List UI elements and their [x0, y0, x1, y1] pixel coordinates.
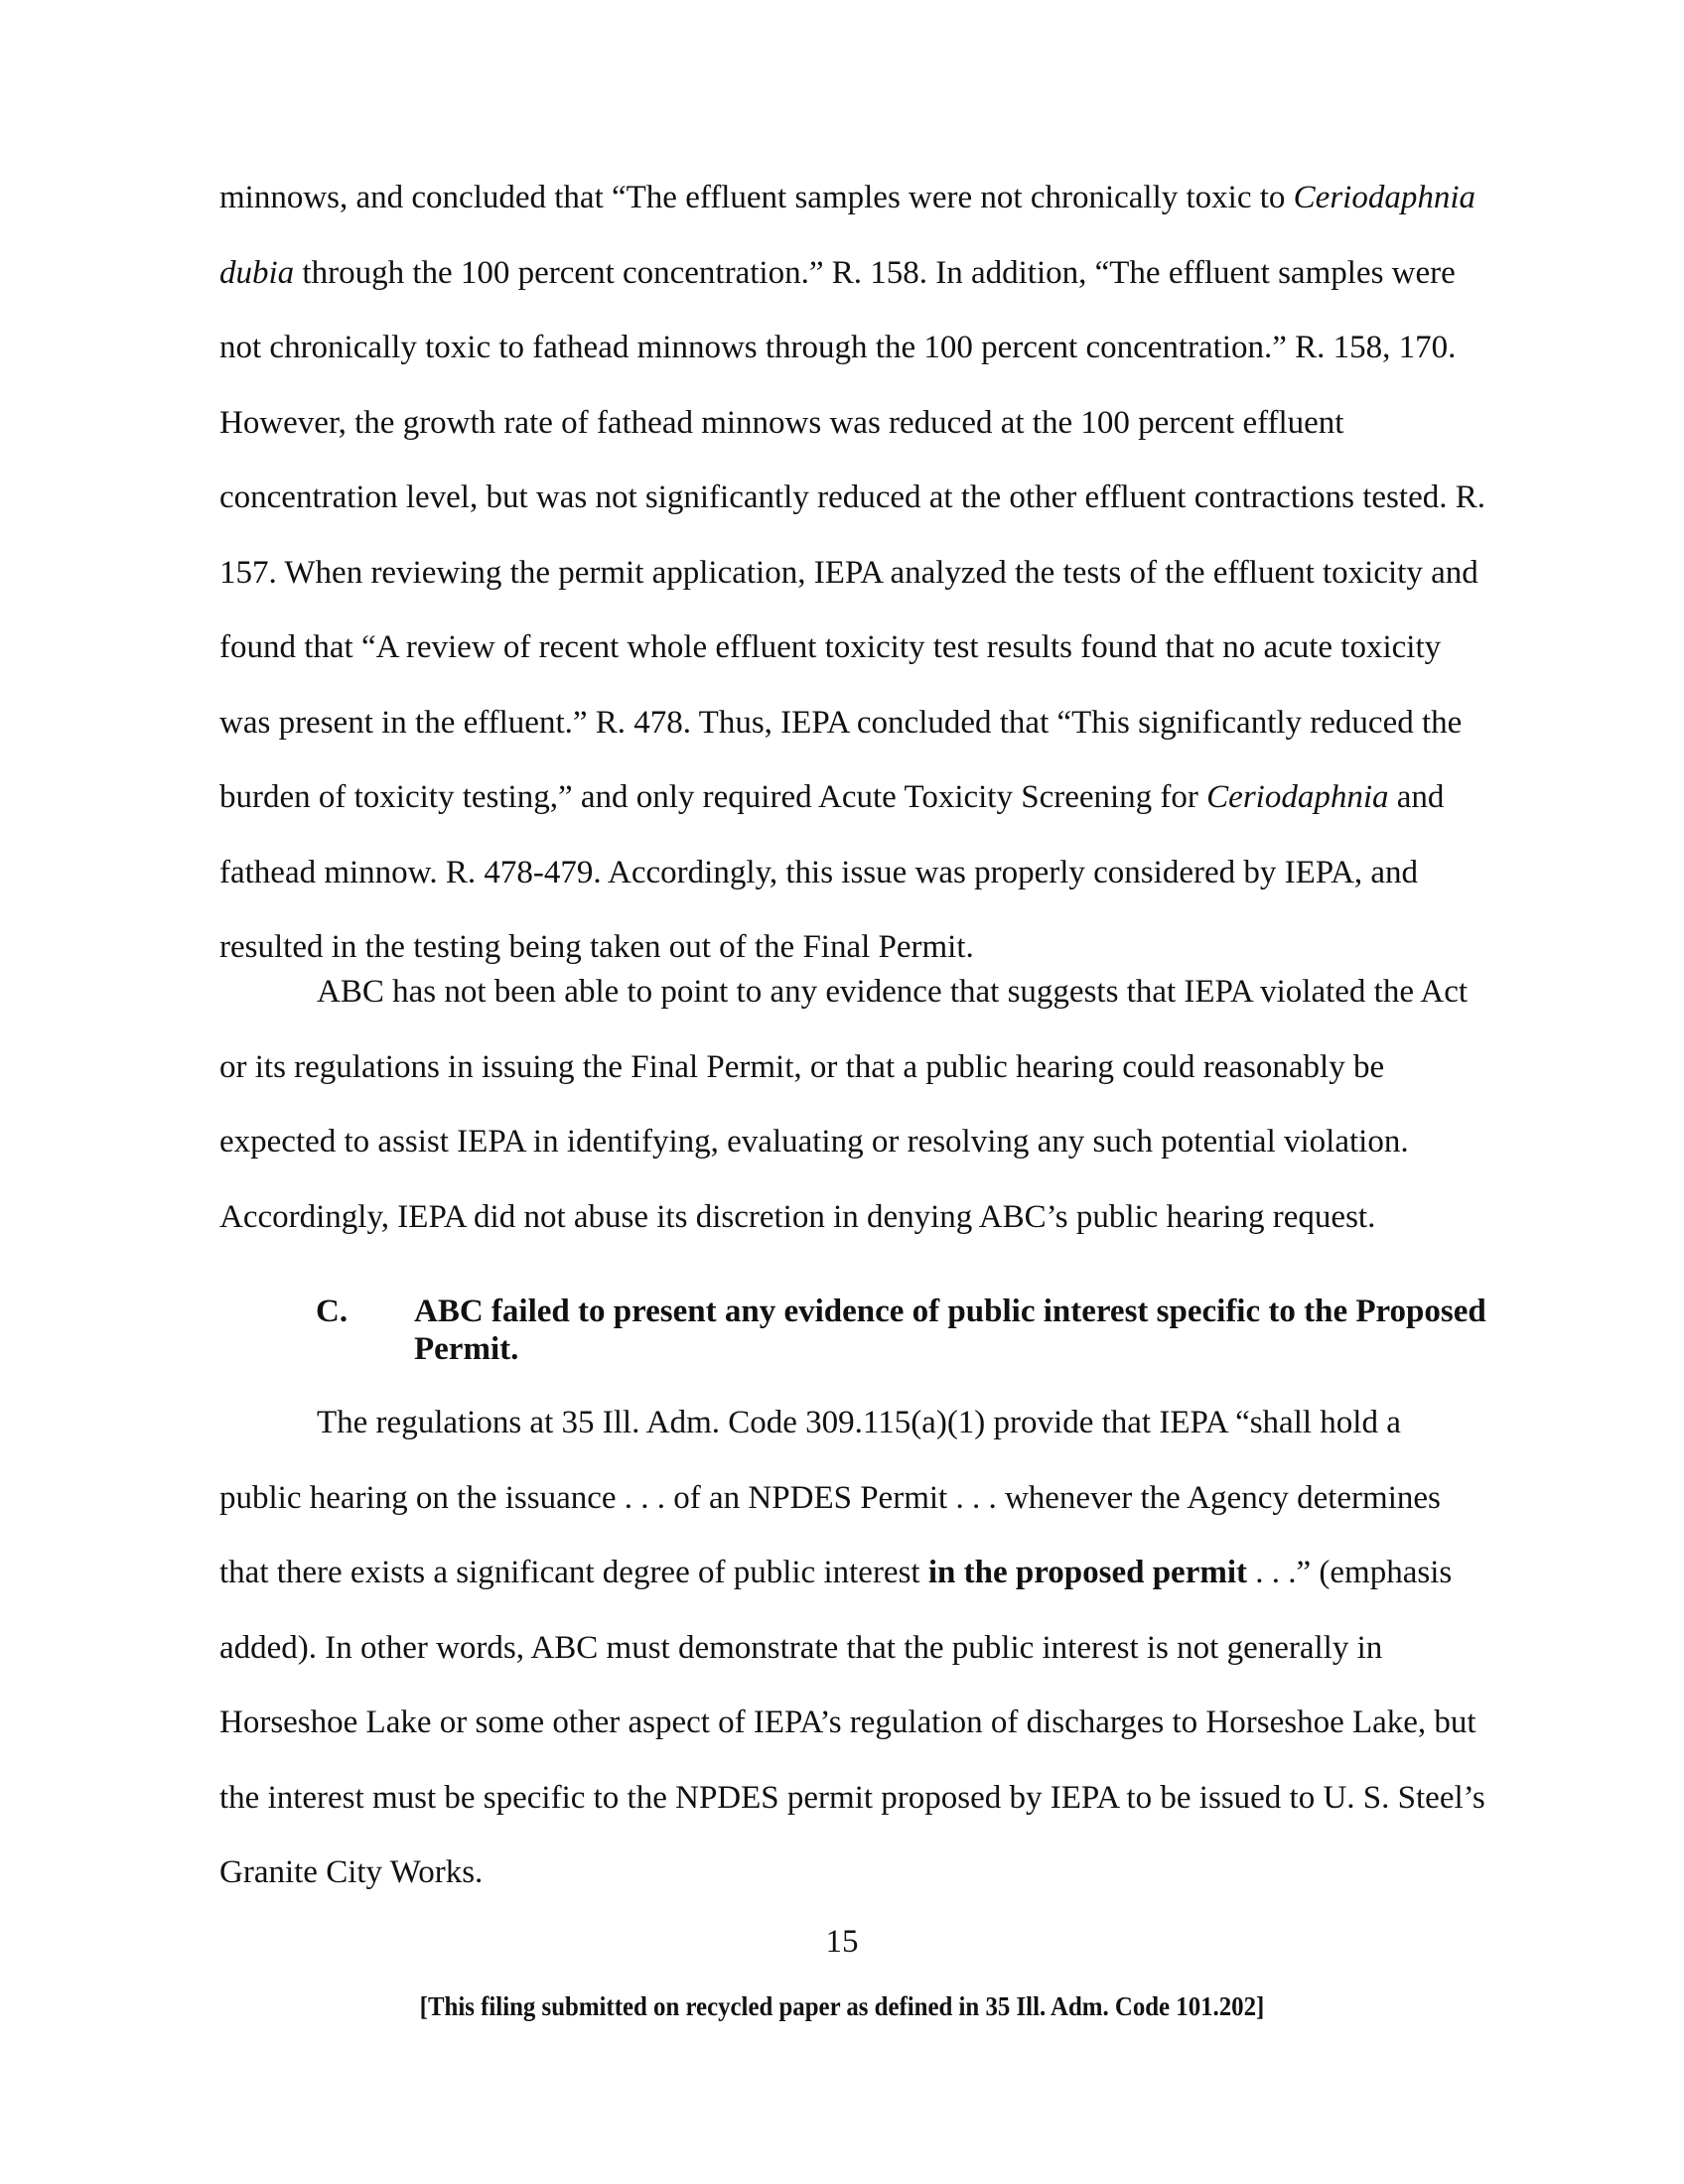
paragraph-line: Accordingly, IEPA did not abuse its discretion in denying ABC’s public hearing request.: [219, 1198, 1376, 1235]
paragraph-line: the interest must be specific to the NPDES permit proposed by IEPA to be issued to U. S. Steel’s: [219, 1779, 1485, 1816]
paragraph-line: public hearing on the issuance . . . of an NPDES Permit . . . whenever the Agency determines: [219, 1479, 1441, 1516]
paragraph-line: burden of toxicity testing,” and only required Acute Toxicity Screening for Ceriodaphnia and: [219, 779, 1445, 815]
italic-species-name: Ceriodaphnia: [1293, 180, 1475, 215]
page-number: 15: [825, 1924, 859, 1960]
paragraph-line: minnows, and concluded that “The effluent samples were not chronically toxic to Ceriodaphnia: [219, 180, 1475, 215]
section-heading-c: [316, 1293, 1487, 1368]
paragraph-line: added). In other words, ABC must demonstrate that the public interest is not generally in: [219, 1629, 1383, 1666]
paragraph-line: not chronically toxic to fathead minnows through the 100 percent concentration.” R. 158, 170.: [219, 330, 1457, 365]
paragraph-line: dubia through the 100 percent concentration.” R. 158. In addition, “The effluent samples were: [219, 254, 1456, 291]
paragraph-line: 157. When reviewing the permit application, IEPA analyzed the tests of the effluent toxicity and: [219, 554, 1478, 591]
paragraph-line: However, the growth rate of fathead minnows was reduced at the 100 percent effluent: [219, 404, 1344, 441]
paragraph-line: Horseshoe Lake or some other aspect of IEPA’s regulation of discharges to Horseshoe Lake, but: [219, 1705, 1476, 1740]
paragraph-line: concentration level, but was not significantly reduced at the other effluent contractions tested. R.: [219, 479, 1485, 515]
paragraph-line: Granite City Works.: [219, 1854, 484, 1890]
paragraph-line: was present in the effluent.” R. 478. Thus, IEPA concluded that “This significantly reduced the: [219, 704, 1463, 741]
paragraph-no-violation: [219, 955, 1485, 1255]
recycled-paper-footer: [This filing submitted on recycled paper as defined in 35 Ill. Adm. Code 101.202]: [419, 1991, 1265, 2021]
paragraph-regulations: [219, 1386, 1485, 1911]
emphasis-text: in the proposed permit: [927, 1555, 1247, 1590]
section-heading-line: ABC failed to present any evidence of public interest specific to the Proposed: [414, 1294, 1486, 1329]
section-heading-line: Permit.: [414, 1331, 519, 1367]
italic-species-name: dubia: [219, 254, 295, 291]
paragraph-line: ABC has not been able to point to any evidence that suggests that IEPA violated the Act: [317, 974, 1469, 1010]
paragraph-toxicity-tests: [219, 161, 1485, 986]
paragraph-line: or its regulations in issuing the Final Permit, or that a public hearing could reasonably be: [219, 1048, 1385, 1085]
paragraph-line: resulted in the testing being taken out of the Final Permit.: [219, 929, 974, 965]
paragraph-line: that there exists a significant degree of public interest in the proposed permit . . .” (emphasis: [219, 1555, 1453, 1590]
section-letter: C.: [316, 1294, 349, 1329]
paragraph-line: found that “A review of recent whole effluent toxicity test results found that no acute toxicity: [219, 629, 1442, 665]
paragraph-line: fathead minnow. R. 478-479. Accordingly, this issue was properly considered by IEPA, and: [219, 854, 1419, 890]
paragraph-line: expected to assist IEPA in identifying, evaluating or resolving any such potential violation.: [219, 1124, 1409, 1160]
paragraph-line: The regulations at 35 Ill. Adm. Code 309.115(a)(1) provide that IEPA “shall hold a: [317, 1405, 1401, 1440]
italic-species-name: Ceriodaphnia: [1206, 779, 1389, 815]
